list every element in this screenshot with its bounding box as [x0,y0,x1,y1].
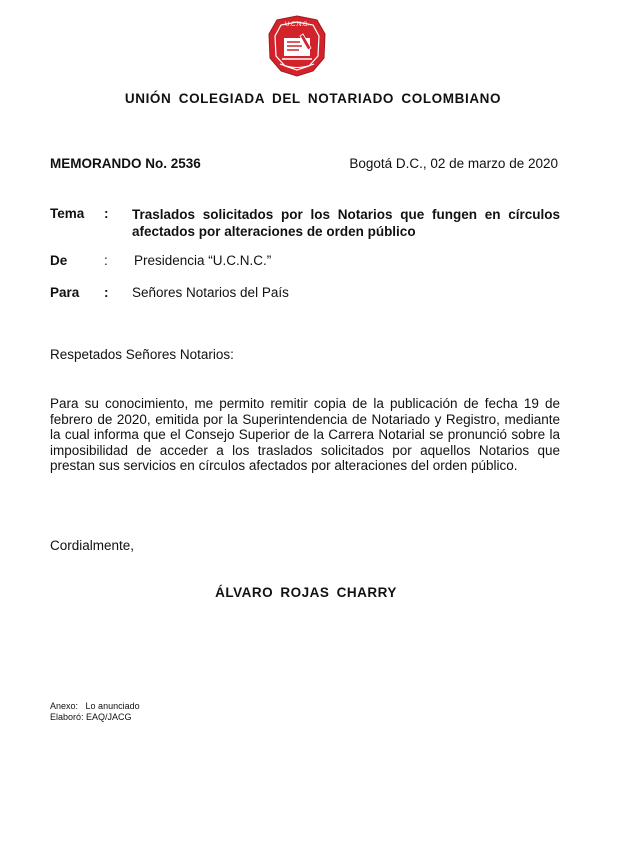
anexo-line [50,701,140,712]
memo-date: Bogotá D.C., 02 de marzo de 2020 [349,156,558,171]
para-value: Señores Notarios del País [132,285,289,300]
memo-number: MEMORANDO No. 2536 [50,156,201,171]
greeting: Respetados Señores Notarios: [50,347,234,362]
anexo-value: Lo anunciado [85,701,140,711]
de-label: De [50,253,68,268]
de-colon: : [104,253,108,268]
de-value: Presidencia “U.C.N.C.” [134,253,272,268]
ucnc-logo [266,14,328,78]
elaboro-value: EAQ/JACG [86,712,132,722]
para-colon: : [104,285,109,300]
tema-value: Traslados solicitados por los Notarios que fungen en círculos afectados por alteraciones de orden público [132,207,560,239]
annex-block [50,701,140,723]
seal-text: U.C.N.C. [285,22,309,28]
organization-title: UNIÓN COLEGIADA DEL NOTARIADO COLOMBIANO [124,91,502,106]
signer-name: ÁLVARO ROJAS CHARRY [215,585,397,600]
tema-colon: : [104,206,109,221]
closing: Cordialmente, [50,538,135,553]
body-paragraph: Para su conocimiento, me permito remitir copia de la publicación de fecha 19 de febrero de 2020, emitida por la Superintendencia de Notariado y Registro, mediante la cual informa que el Consejo Superior de la Carrera Notarial se pronunció sobre la imposibilidad de acceder a los traslados solicitados por aquellos Notarios que prestan sus servicios en círculos afectados por alteraciones del orden público. [50,396,560,473]
elaboro-label: Elaboró: [50,712,84,722]
anexo-label: Anexo: [50,701,79,711]
para-label: Para [50,285,80,300]
elaboro-line [50,712,140,723]
tema-label: Tema [50,206,85,221]
